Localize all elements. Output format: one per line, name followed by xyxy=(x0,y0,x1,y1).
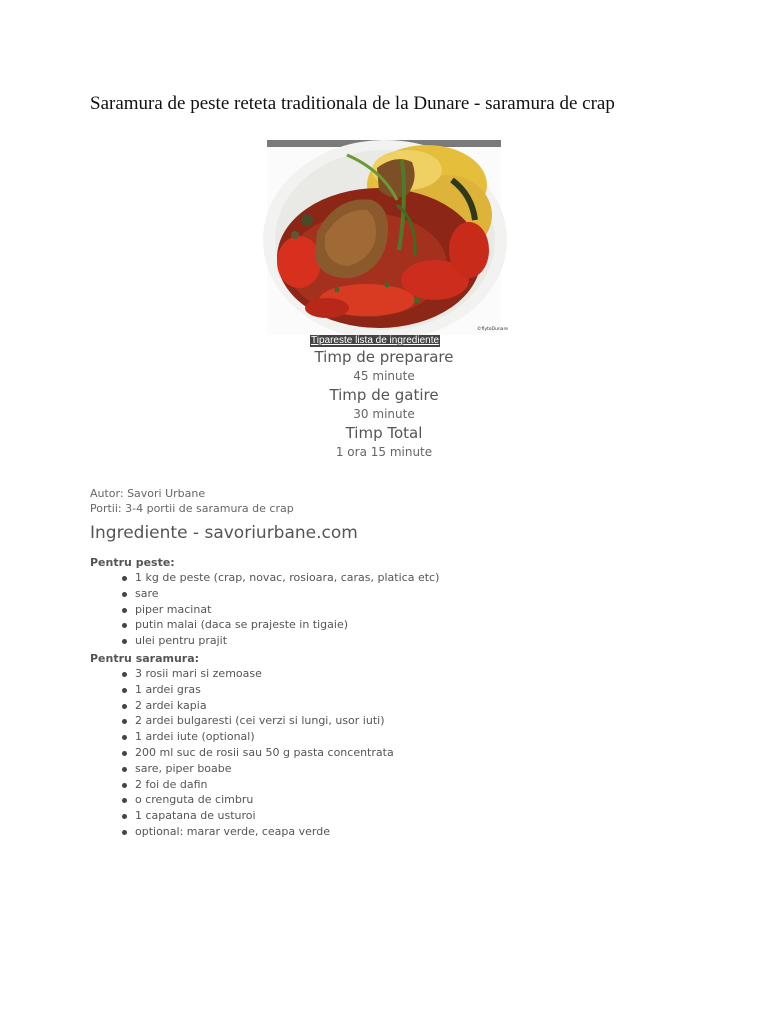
total-time-value: 1 ora 15 minute xyxy=(335,445,433,459)
list-item: 2 foi de dafin xyxy=(120,777,439,793)
list-item: sare, piper boabe xyxy=(120,761,439,777)
prep-time-value: 45 minute xyxy=(353,369,415,383)
ingredient-list-fish xyxy=(90,570,439,649)
list-item: 1 kg de peste (crap, novac, rosioara, caras, platica etc) xyxy=(120,570,439,586)
prep-time-label: Timp de preparare xyxy=(314,348,454,366)
page-title: Saramura de peste reteta traditionala de la Dunare - saramura de crap xyxy=(90,93,615,114)
cook-time-label: Timp de gatire xyxy=(329,386,439,404)
list-item: 2 ardei kapia xyxy=(120,698,439,714)
ingredients-heading: Ingrediente - savoriurbane.com xyxy=(90,523,358,543)
recipe-times xyxy=(234,346,534,460)
cook-time-value: 30 minute xyxy=(353,407,415,421)
list-item: putin malai (daca se prajeste in tigaie) xyxy=(120,617,439,633)
ingredient-list-brine xyxy=(90,666,439,840)
group-title-brine: Pentru saramura: xyxy=(90,651,200,665)
list-item: 2 ardei bulgaresti (cei verzi si lungi, usor iuti) xyxy=(120,713,439,729)
watermark: ©flytoDunare xyxy=(477,327,508,332)
list-item: 1 ardei iute (optional) xyxy=(120,729,439,745)
dish-photo xyxy=(267,140,508,335)
list-item: 3 rosii mari si zemoase xyxy=(120,666,439,682)
list-item: 1 capatana de usturoi xyxy=(120,808,439,824)
list-item: 1 ardei gras xyxy=(120,682,439,698)
author-line: Autor: Savori Urbane xyxy=(90,487,206,500)
group-title-fish: Pentru peste: xyxy=(90,556,175,569)
list-item: sare xyxy=(120,586,439,602)
list-item: 200 ml suc de rosii sau 50 g pasta concentrata xyxy=(120,745,439,761)
recipe-meta xyxy=(90,487,294,516)
list-item: optional: marar verde, ceapa verde xyxy=(120,824,439,840)
total-time-label: Timp Total xyxy=(345,424,423,442)
list-item: piper macinat xyxy=(120,602,439,618)
list-item: ulei pentru prajit xyxy=(120,633,439,649)
servings-line: Portii: 3-4 portii de saramura de crap xyxy=(90,501,294,515)
ingredient-groups xyxy=(90,555,439,842)
list-item: o crenguta de cimbru xyxy=(120,792,439,808)
print-ingredients-link[interactable]: Tipareste lista de ingrediente xyxy=(311,335,440,346)
